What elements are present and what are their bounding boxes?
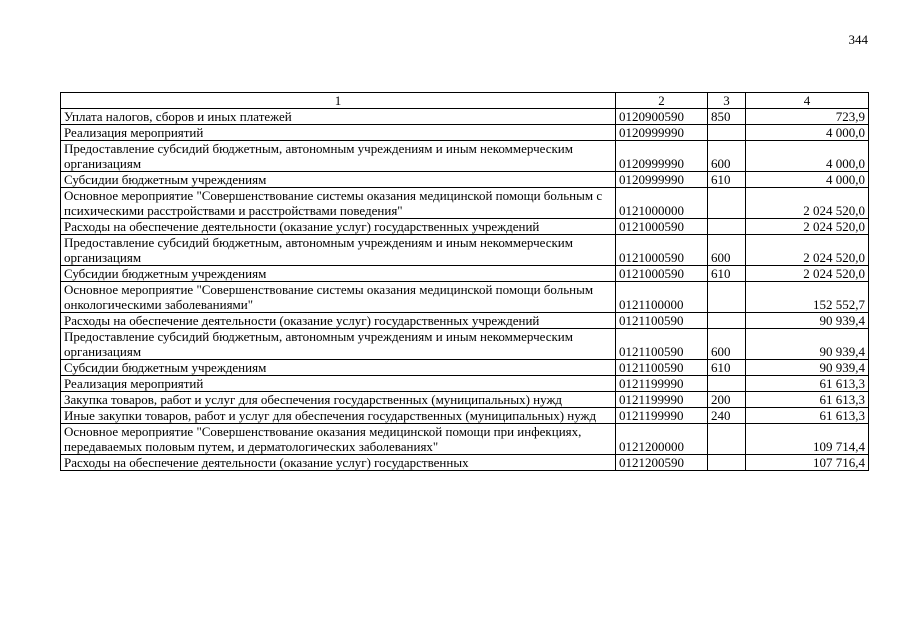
table-row — [61, 424, 869, 455]
row-expense-type-cell: 600 — [708, 235, 746, 266]
row-amount-cell: 90 939,4 — [746, 329, 869, 360]
table-row — [61, 235, 869, 266]
row-name-cell: Предоставление субсидий бюджетным, автономным учреждениям и иным некоммерческим организациям — [61, 329, 616, 360]
row-expense-type-cell: 610 — [708, 360, 746, 376]
header-cell-4: 4 — [746, 93, 869, 109]
table-row — [61, 109, 869, 125]
row-amount-cell: 61 613,3 — [746, 392, 869, 408]
row-expense-type-cell — [708, 424, 746, 455]
row-code-cell: 0121000590 — [616, 235, 708, 266]
row-name-cell: Основное мероприятие "Совершенствование системы оказания медицинской помощи больным онкологическими заболеваниями" — [61, 282, 616, 313]
row-code-cell: 0120900590 — [616, 109, 708, 125]
row-amount-cell: 4 000,0 — [746, 172, 869, 188]
row-expense-type-cell — [708, 188, 746, 219]
row-code-cell: 0121200590 — [616, 455, 708, 471]
table-row — [61, 172, 869, 188]
row-code-cell: 0120999990 — [616, 141, 708, 172]
row-name-cell: Субсидии бюджетным учреждениям — [61, 360, 616, 376]
row-name-cell: Расходы на обеспечение деятельности (оказание услуг) государственных учреждений — [61, 313, 616, 329]
row-amount-cell: 2 024 520,0 — [746, 235, 869, 266]
row-expense-type-cell: 610 — [708, 172, 746, 188]
table-row — [61, 282, 869, 313]
row-expense-type-cell: 240 — [708, 408, 746, 424]
row-code-cell: 0121100590 — [616, 329, 708, 360]
row-code-cell: 0120999990 — [616, 125, 708, 141]
table-row — [61, 408, 869, 424]
row-code-cell: 0121100590 — [616, 313, 708, 329]
header-cell-3: 3 — [708, 93, 746, 109]
row-name-cell: Расходы на обеспечение деятельности (оказание услуг) государственных — [61, 455, 616, 471]
table-row — [61, 188, 869, 219]
row-amount-cell: 61 613,3 — [746, 376, 869, 392]
row-name-cell: Закупка товаров, работ и услуг для обеспечения государственных (муниципальных) нужд — [61, 392, 616, 408]
row-code-cell: 0121200000 — [616, 424, 708, 455]
row-amount-cell: 2 024 520,0 — [746, 266, 869, 282]
table-row — [61, 392, 869, 408]
row-amount-cell: 109 714,4 — [746, 424, 869, 455]
row-expense-type-cell — [708, 282, 746, 313]
row-name-cell: Основное мероприятие "Совершенствование оказания медицинской помощи при инфекциях, передаваемых половым путем, и дерматологических заболеваниях" — [61, 424, 616, 455]
row-name-cell: Субсидии бюджетным учреждениям — [61, 266, 616, 282]
row-amount-cell: 723,9 — [746, 109, 869, 125]
row-amount-cell: 90 939,4 — [746, 360, 869, 376]
row-name-cell: Реализация мероприятий — [61, 125, 616, 141]
row-code-cell: 0121199990 — [616, 408, 708, 424]
row-name-cell: Расходы на обеспечение деятельности (оказание услуг) государственных учреждений — [61, 219, 616, 235]
row-code-cell: 0121199990 — [616, 376, 708, 392]
page-number: 344 — [848, 32, 868, 47]
table-row — [61, 219, 869, 235]
row-amount-cell: 2 024 520,0 — [746, 188, 869, 219]
table-row — [61, 329, 869, 360]
row-expense-type-cell — [708, 219, 746, 235]
table-row — [61, 313, 869, 329]
table-row — [61, 125, 869, 141]
row-name-cell: Предоставление субсидий бюджетным, автономным учреждениям и иным некоммерческим организациям — [61, 235, 616, 266]
header-cell-2: 2 — [616, 93, 708, 109]
row-amount-cell: 2 024 520,0 — [746, 219, 869, 235]
row-amount-cell: 107 716,4 — [746, 455, 869, 471]
row-amount-cell: 61 613,3 — [746, 408, 869, 424]
row-expense-type-cell — [708, 313, 746, 329]
row-code-cell: 0121199990 — [616, 392, 708, 408]
row-expense-type-cell — [708, 125, 746, 141]
row-code-cell: 0121100590 — [616, 360, 708, 376]
table-row — [61, 266, 869, 282]
row-name-cell: Уплата налогов, сборов и иных платежей — [61, 109, 616, 125]
row-expense-type-cell: 850 — [708, 109, 746, 125]
header-cell-1: 1 — [61, 93, 616, 109]
row-expense-type-cell — [708, 376, 746, 392]
row-name-cell: Реализация мероприятий — [61, 376, 616, 392]
table-header-row — [61, 93, 869, 109]
row-expense-type-cell: 610 — [708, 266, 746, 282]
row-code-cell: 0121000590 — [616, 219, 708, 235]
row-expense-type-cell: 200 — [708, 392, 746, 408]
row-name-cell: Субсидии бюджетным учреждениям — [61, 172, 616, 188]
row-expense-type-cell: 600 — [708, 141, 746, 172]
row-expense-type-cell: 600 — [708, 329, 746, 360]
row-code-cell: 0121000590 — [616, 266, 708, 282]
row-amount-cell: 152 552,7 — [746, 282, 869, 313]
row-name-cell: Основное мероприятие "Совершенствование системы оказания медицинской помощи больным с психическими расстройствами и расстройствами поведения" — [61, 188, 616, 219]
row-amount-cell: 4 000,0 — [746, 141, 869, 172]
table-row — [61, 376, 869, 392]
row-amount-cell: 90 939,4 — [746, 313, 869, 329]
budget-table — [60, 92, 869, 471]
row-code-cell: 0121000000 — [616, 188, 708, 219]
row-expense-type-cell — [708, 455, 746, 471]
row-name-cell: Предоставление субсидий бюджетным, автономным учреждениям и иным некоммерческим организациям — [61, 141, 616, 172]
row-amount-cell: 4 000,0 — [746, 125, 869, 141]
table-row — [61, 455, 869, 471]
row-name-cell: Иные закупки товаров, работ и услуг для обеспечения государственных (муниципальных) нужд — [61, 408, 616, 424]
row-code-cell: 0120999990 — [616, 172, 708, 188]
row-code-cell: 0121100000 — [616, 282, 708, 313]
table-row — [61, 141, 869, 172]
table-row — [61, 360, 869, 376]
